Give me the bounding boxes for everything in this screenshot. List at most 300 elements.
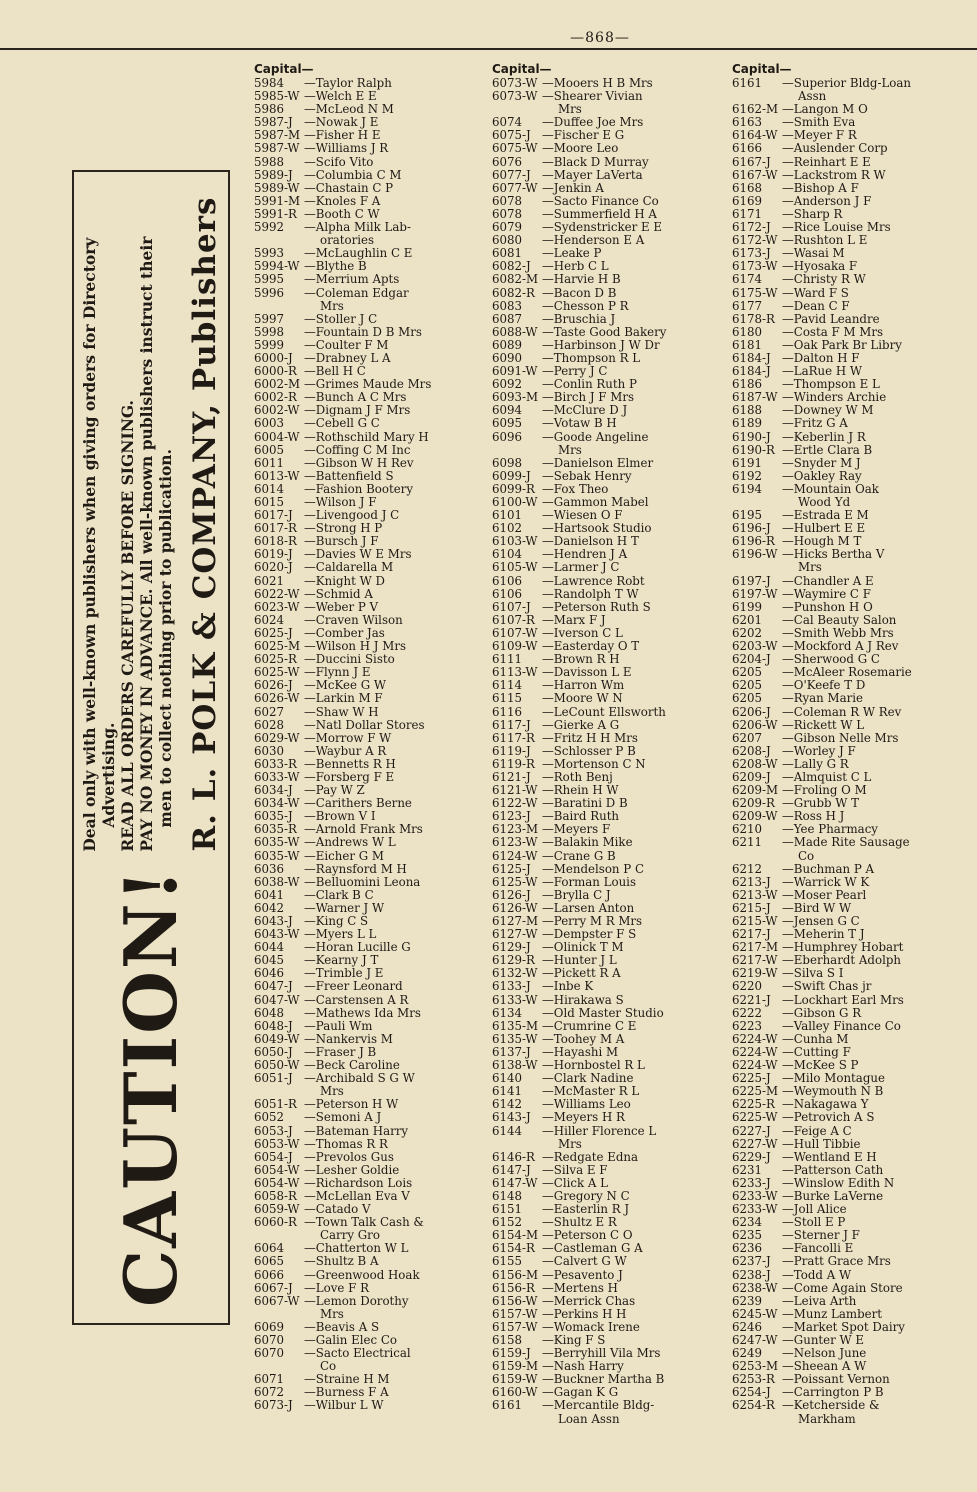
phone-number: 6000-R <box>254 364 297 379</box>
phone-number: 6190-R <box>732 442 775 457</box>
phone-number: 6019-J <box>254 547 293 562</box>
directory-entry <box>732 339 944 352</box>
directory-entry <box>492 1308 728 1321</box>
phone-number: 6116 <box>492 704 523 719</box>
subscriber-name: —Lawrence Robt <box>542 573 645 588</box>
subscriber-name: —Greenwood Hoak <box>304 1267 420 1282</box>
subscriber-name: —Harvie H B <box>542 272 621 287</box>
subscriber-name: —Conlin Ruth P <box>542 377 637 392</box>
directory-entry <box>254 1399 482 1412</box>
publisher-name: R. L. POLK & COMPANY, Publishers <box>186 196 223 852</box>
directory-entry <box>492 1125 728 1138</box>
subscriber-name: —Eicher G M <box>304 848 385 863</box>
phone-number: 6067-W <box>254 1293 300 1308</box>
subscriber-name: —Coulter F M <box>304 337 389 352</box>
subscriber-name: —Ross H J <box>782 809 845 824</box>
phone-number: 6070 <box>254 1346 285 1361</box>
subscriber-name: —Chastain C P <box>304 180 394 195</box>
directory-entry <box>254 1347 482 1360</box>
directory-entry <box>254 273 482 286</box>
phone-number: 6081 <box>492 246 523 261</box>
phone-number: 6079 <box>492 220 523 235</box>
subscriber-name: —McClure D J <box>542 403 628 418</box>
phone-number: 6105-W <box>492 560 538 575</box>
directory-entry <box>254 1164 482 1177</box>
subscriber-name: —Archibald S G W <box>304 1071 415 1086</box>
phone-number: 6224-W <box>732 1044 778 1059</box>
phone-number: 6054-J <box>254 1149 293 1164</box>
subscriber-name: —Mayer LaVerta <box>542 167 643 182</box>
phone-number: 5989-W <box>254 180 300 195</box>
phone-number: 6215-W <box>732 914 778 928</box>
subscriber-name: —Summerfield H A <box>542 206 657 221</box>
directory-entry <box>254 1255 482 1268</box>
subscriber-name: —Come Again Store <box>782 1280 903 1295</box>
subscriber-name: —Jenkin A <box>542 180 604 195</box>
subscriber-name: —Bateman Harry <box>304 1123 409 1138</box>
phone-number: 6161 <box>732 76 763 90</box>
directory-entry <box>492 287 728 300</box>
directory-entry <box>492 313 728 326</box>
subscriber-name: —Goode Angeline <box>542 429 649 444</box>
phone-number: 6140 <box>492 1071 523 1086</box>
subscriber-name: —Crumrine C E <box>542 1018 637 1033</box>
phone-number: 6217-W <box>732 953 778 968</box>
directory-entry <box>492 339 728 352</box>
phone-number: 6158 <box>492 1333 523 1347</box>
directory-entry <box>492 90 728 103</box>
phone-number: 6077-W <box>492 180 538 195</box>
subscriber-name: —Cunha M <box>782 1031 849 1046</box>
subscriber-name: —Fischer E G <box>542 128 625 143</box>
subscriber-name: —Keberlin J R <box>782 429 866 444</box>
subscriber-name: —Booth C W <box>304 206 380 221</box>
subscriber-name: —Blythe B <box>304 259 367 274</box>
directory-entry <box>254 1020 482 1033</box>
phone-number: 6133-W <box>492 992 538 1007</box>
directory-entry <box>492 142 728 155</box>
phone-number: 5986 <box>254 102 285 117</box>
subscriber-name: —Mertens H <box>542 1280 618 1295</box>
subscriber-name: —Click A L <box>542 1175 608 1190</box>
phone-number: 6188 <box>732 403 763 418</box>
phone-number: 6129-R <box>492 953 535 968</box>
phone-number: 6137-J <box>492 1044 531 1059</box>
directory-entry <box>254 1125 482 1138</box>
subscriber-name: —Sterner J F <box>782 1228 860 1243</box>
subscriber-name: —Sebak Henry <box>542 468 632 483</box>
subscriber-name: —Freer Leonard <box>304 979 403 994</box>
directory-entry <box>732 1269 944 1282</box>
subscriber-name: —Burness F A <box>304 1385 389 1400</box>
directory-entry <box>732 142 944 155</box>
subscriber-name: —Old Master Studio <box>542 1005 664 1020</box>
phone-number: 5997 <box>254 311 285 326</box>
subscriber-name: —Gammon Mabel <box>542 495 649 509</box>
directory-entry <box>732 77 944 90</box>
directory-entry <box>732 706 944 719</box>
directory-entry <box>254 758 482 771</box>
phone-number: 6237-J <box>732 1254 771 1269</box>
column-entries <box>254 77 482 1413</box>
phone-number: 6208-W <box>732 756 778 771</box>
subscriber-name: —Buckner Martha B <box>542 1372 665 1387</box>
subscriber-name: —Womack Irene <box>542 1319 640 1334</box>
subscriber-name: —Ward F S <box>782 285 849 300</box>
phone-number: 6151 <box>492 1202 523 1217</box>
subscriber-name: —Birch J F Mrs <box>542 390 635 405</box>
phone-number: 6213-J <box>732 874 771 889</box>
directory-entry <box>732 1138 944 1151</box>
subscriber-name: —Iverson C L <box>542 625 623 640</box>
directory-entry <box>492 195 728 208</box>
subscriber-name: —Redgate Edna <box>542 1149 639 1164</box>
subscriber-name: —Eberhardt Adolph <box>782 953 901 968</box>
subscriber-name: —Wiesen O F <box>542 508 623 523</box>
phone-number: 6217-M <box>732 940 779 955</box>
subscriber-name: —Lackstrom R W <box>782 167 886 182</box>
phone-number: 6067-J <box>254 1280 293 1295</box>
subscriber-name: —Pavid Leandre <box>782 311 880 326</box>
directory-column-2 <box>492 62 728 1426</box>
subscriber-name-continuation: Co <box>798 848 815 863</box>
directory-entry <box>732 470 944 483</box>
subscriber-name: —Swift Chas jr <box>782 979 872 994</box>
notice-line: Advertising. <box>98 722 118 828</box>
phone-number: 6171 <box>732 206 763 221</box>
subscriber-name: —Mendelson P C <box>542 861 644 876</box>
subscriber-name: —Worley J F <box>782 743 856 758</box>
subscriber-name: —Straine H M <box>304 1372 390 1387</box>
phone-number: 6033-R <box>254 756 297 771</box>
directory-entry <box>732 417 944 430</box>
subscriber-name: —Strong H P <box>304 521 383 536</box>
subscriber-name: —Punshon H O <box>782 599 873 614</box>
subscriber-name: —Marx F J <box>542 612 606 627</box>
subscriber-name: —Castleman G A <box>542 1241 643 1256</box>
subscriber-name: —Feige A C <box>782 1123 852 1138</box>
phone-number: 6254-R <box>732 1398 775 1413</box>
subscriber-name: —Smith Eva <box>782 115 856 130</box>
subscriber-name: —Rothschild Mary H <box>304 429 429 444</box>
phone-number: 6058-R <box>254 1188 297 1203</box>
subscriber-name: —Gierke A G <box>542 717 620 732</box>
directory-entry <box>732 1255 944 1268</box>
directory-entry <box>732 457 944 470</box>
phone-number: 6025-W <box>254 665 300 680</box>
phone-number: 6124-W <box>492 848 538 863</box>
directory-entry <box>254 1007 482 1020</box>
directory-entry <box>732 182 944 195</box>
subscriber-name: —McMaster R L <box>542 1084 640 1099</box>
subscriber-name: —Duccini Sisto <box>304 652 395 667</box>
directory-entry <box>732 548 944 561</box>
directory-entry <box>492 561 728 574</box>
phone-number: 6050-J <box>254 1044 293 1059</box>
phone-number: 6003 <box>254 416 285 431</box>
subscriber-name: —Natl Dollar Stores <box>304 717 425 732</box>
phone-number: 6043-W <box>254 927 300 942</box>
subscriber-name: —Williams Leo <box>542 1097 631 1112</box>
phone-number: 6111 <box>492 652 523 667</box>
subscriber-name: —Battenfield S <box>304 468 394 483</box>
phone-number: 6013-W <box>254 468 300 483</box>
phone-number: 6121-J <box>492 769 531 784</box>
subscriber-name: —Patterson Cath <box>782 1162 884 1177</box>
directory-entry <box>254 1295 482 1308</box>
subscriber-name: —Andrews W L <box>304 835 396 850</box>
subscriber-name: —Froling O M <box>782 783 867 798</box>
phone-number: 6051-J <box>254 1071 293 1086</box>
directory-entry <box>492 417 728 430</box>
directory-entry <box>492 1177 728 1190</box>
phone-number: 6239 <box>732 1293 763 1308</box>
phone-number: 5999 <box>254 337 285 352</box>
subscriber-name: —Auslender Corp <box>782 141 888 156</box>
subscriber-name: —Bacon D B <box>542 285 617 300</box>
subscriber-name-continuation: Mrs <box>558 1136 582 1151</box>
phone-number: 6024 <box>254 612 285 627</box>
subscriber-name: —Welch E E <box>304 89 377 104</box>
phone-number: 6253-R <box>732 1372 775 1387</box>
subscriber-name: —Petrovich A S <box>782 1110 875 1125</box>
directory-entry <box>732 1399 944 1412</box>
phone-number: 6106 <box>492 586 523 601</box>
subscriber-name: —Sydenstricker E E <box>542 220 662 235</box>
directory-entry <box>492 1151 728 1164</box>
subscriber-name: —LeCount Ellsworth <box>542 704 666 719</box>
phone-number: 6048 <box>254 1005 285 1020</box>
subscriber-name: —King F S <box>542 1333 606 1347</box>
phone-number: 6027 <box>254 704 285 719</box>
phone-number: 6154-R <box>492 1241 535 1256</box>
directory-entry <box>254 863 482 876</box>
directory-entry <box>254 561 482 574</box>
subscriber-name: —Horan Lucille G <box>304 940 411 955</box>
subscriber-name: —Silva S I <box>782 966 844 981</box>
subscriber-name-continuation: Mrs <box>320 1306 344 1321</box>
directory-entry <box>254 850 482 863</box>
phone-number: 6135-W <box>492 1031 538 1046</box>
phone-number: 6167-J <box>732 154 771 169</box>
directory-entry <box>732 876 944 889</box>
subscriber-name: —Dignam J F Mrs <box>304 403 411 418</box>
directory-entry <box>732 1151 944 1164</box>
subscriber-name: —Ryan Marie <box>782 691 864 706</box>
phone-number: 6065 <box>254 1254 285 1269</box>
subscriber-name: —Mountain Oak <box>782 481 879 496</box>
directory-entry <box>492 1164 728 1177</box>
phone-number: 6225-M <box>732 1084 779 1099</box>
subscriber-name: —Waybur A R <box>304 743 387 758</box>
subscriber-name: —Winslow Edith N <box>782 1175 895 1190</box>
phone-number: 6022-W <box>254 586 300 601</box>
phone-number: 6166 <box>732 141 763 156</box>
phone-number: 6157-W <box>492 1306 538 1321</box>
subscriber-name: —Waymire C F <box>782 586 871 601</box>
phone-number: 6129-J <box>492 940 531 955</box>
phone-number: 6095 <box>492 416 523 431</box>
phone-number: 6190-J <box>732 429 771 444</box>
directory-entry <box>254 156 482 169</box>
phone-number: 6197-W <box>732 586 778 601</box>
phone-number: 6125-J <box>492 861 531 876</box>
subscriber-name: —Bell H C <box>304 364 366 379</box>
subscriber-name: —Baird Ruth <box>542 809 620 824</box>
column-entries <box>732 77 944 1426</box>
subscriber-name: —Arnold Frank Mrs <box>304 822 423 837</box>
phone-number: 6132-W <box>492 966 538 981</box>
phone-number: 6163 <box>732 115 763 130</box>
directory-entry <box>492 588 728 601</box>
subscriber-name: —Livengood J C <box>304 508 400 523</box>
directory-entry <box>254 1151 482 1164</box>
subscriber-name: —Thomas R R <box>304 1136 388 1151</box>
directory-entry <box>732 1177 944 1190</box>
phone-number: 6161 <box>492 1398 523 1413</box>
subscriber-name: —Sacto Finance Co <box>542 193 659 208</box>
subscriber-name: —Pratt Grace Mrs <box>782 1254 891 1269</box>
phone-number: 6127-M <box>492 914 539 928</box>
subscriber-name-continuation: Assn <box>798 89 827 104</box>
subscriber-name: —Davies W E Mrs <box>304 547 412 562</box>
directory-entry <box>732 326 944 339</box>
phone-number: 6220 <box>732 979 763 994</box>
phone-number: 6195 <box>732 508 763 523</box>
subscriber-name: —Lockhart Earl Mrs <box>782 992 904 1007</box>
phone-number: 6143-J <box>492 1110 531 1125</box>
phone-number: 5987-J <box>254 115 293 130</box>
subscriber-name: —Richardson Lois <box>304 1175 413 1190</box>
phone-number: 6014 <box>254 481 285 496</box>
phone-number: 6094 <box>492 403 523 418</box>
phone-number: 5988 <box>254 154 285 169</box>
subscriber-name: —Lemon Dorothy <box>304 1293 409 1308</box>
subscriber-name: —Leiva Arth <box>782 1293 857 1308</box>
subscriber-name: —Nankervis M <box>304 1031 393 1046</box>
phone-number: 6098 <box>492 455 523 470</box>
subscriber-name-continuation: Mrs <box>558 442 582 457</box>
subscriber-name: —Calvert G W <box>542 1254 627 1269</box>
phone-number: 6033-W <box>254 769 300 784</box>
phone-number: 6206-W <box>732 717 778 732</box>
phone-number: 6080 <box>492 233 523 248</box>
phone-number: 6141 <box>492 1084 523 1099</box>
phone-number: 6073-J <box>254 1398 293 1413</box>
phone-number: 6017-R <box>254 521 297 536</box>
subscriber-name: —Meyers F <box>542 822 611 837</box>
subscriber-name: —Carstensen A R <box>304 992 409 1007</box>
directory-entry <box>492 732 728 745</box>
directory-entry <box>492 273 728 286</box>
subscriber-name: —Gunter W E <box>782 1333 865 1347</box>
phone-number: 6045 <box>254 953 285 968</box>
directory-entry <box>492 850 728 863</box>
subscriber-name: —Brylla C J <box>542 887 611 902</box>
subscriber-name: —Raynsford M H <box>304 861 407 876</box>
phone-number: 6069 <box>254 1319 285 1334</box>
subscriber-name: —Peterson Ruth S <box>542 599 651 614</box>
phone-number: 6253-M <box>732 1359 779 1374</box>
phone-number: 6159-M <box>492 1359 539 1374</box>
directory-entry <box>254 706 482 719</box>
phone-number: 6088-W <box>492 324 538 339</box>
subscriber-name: —Weymouth N B <box>782 1084 884 1099</box>
subscriber-name: —Nakagawa Y <box>782 1097 869 1112</box>
subscriber-name: —Fox Theo <box>542 481 609 496</box>
phone-number: 6209-W <box>732 809 778 824</box>
subscriber-name: —Pesavento J <box>542 1267 623 1282</box>
phone-number: 6023-W <box>254 599 300 614</box>
subscriber-name: —Schmid A <box>304 586 373 601</box>
subscriber-name: —Mockford A J Rev <box>782 639 899 654</box>
phone-number: 6209-R <box>732 796 775 811</box>
subscriber-name: —Coleman Edgar <box>304 285 409 300</box>
phone-number: 5987-M <box>254 128 301 143</box>
phone-number: 6096 <box>492 429 523 444</box>
phone-number: 6002-W <box>254 403 300 418</box>
phone-number: 6196-J <box>732 521 771 536</box>
phone-number: 6227-W <box>732 1136 778 1151</box>
directory-entry <box>732 273 944 286</box>
phone-number: 6043-J <box>254 914 293 928</box>
phone-number: 6231 <box>732 1162 763 1177</box>
column-entries <box>492 77 728 1426</box>
subscriber-name: —Hyosaka F <box>782 259 858 274</box>
caution-sidebar-content <box>76 183 226 1313</box>
subscriber-name: —Meyer F R <box>782 128 857 143</box>
phone-number: 6059-W <box>254 1202 300 1217</box>
subscriber-name-continuation: Wood Yd <box>798 495 851 509</box>
subscriber-name: —Made Rite Sausage <box>782 835 910 850</box>
phone-number: 6213-W <box>732 887 778 902</box>
directory-entry <box>492 758 728 771</box>
directory-entry <box>254 1033 482 1046</box>
directory-column-1 <box>254 62 482 1413</box>
phone-number: 6209-J <box>732 769 771 784</box>
column-header: Capital— <box>492 62 552 76</box>
phone-number: 6121-W <box>492 783 538 798</box>
notice-line: PAY NO MONEY IN ADVANCE. All well-known publishers instruct their <box>136 236 156 852</box>
directory-entry <box>732 1111 944 1124</box>
subscriber-name: —Fancolli E <box>782 1241 854 1256</box>
phone-number: 6103-W <box>492 534 538 549</box>
phone-number: 6123-W <box>492 835 538 850</box>
phone-number: 6133-J <box>492 979 531 994</box>
directory-entry <box>492 1269 728 1282</box>
phone-number: 6117-J <box>492 717 531 732</box>
directory-entry <box>254 142 482 155</box>
directory-entry <box>732 1007 944 1020</box>
subscriber-name: —Meherin T J <box>782 927 865 942</box>
phone-number: 6119-R <box>492 756 535 771</box>
column-header: Capital— <box>254 62 314 76</box>
phone-number: 6192 <box>732 468 763 483</box>
subscriber-name: —Weber P V <box>304 599 379 614</box>
phone-number: 6004-W <box>254 429 300 444</box>
phone-number: 6053-J <box>254 1123 293 1138</box>
directory-entry <box>732 1033 944 1046</box>
subscriber-name: —Roth Benj <box>542 769 613 784</box>
subscriber-name: —Hunter J L <box>542 953 617 968</box>
phone-number: 6196-W <box>732 547 778 562</box>
phone-number: 6036 <box>254 861 285 876</box>
phone-number: 6225-W <box>732 1110 778 1125</box>
subscriber-name: —Smith Webb Mrs <box>782 625 894 640</box>
directory-entry <box>492 706 728 719</box>
phone-number: 6194 <box>732 481 763 496</box>
subscriber-name: —Hornbostel R L <box>542 1058 645 1073</box>
